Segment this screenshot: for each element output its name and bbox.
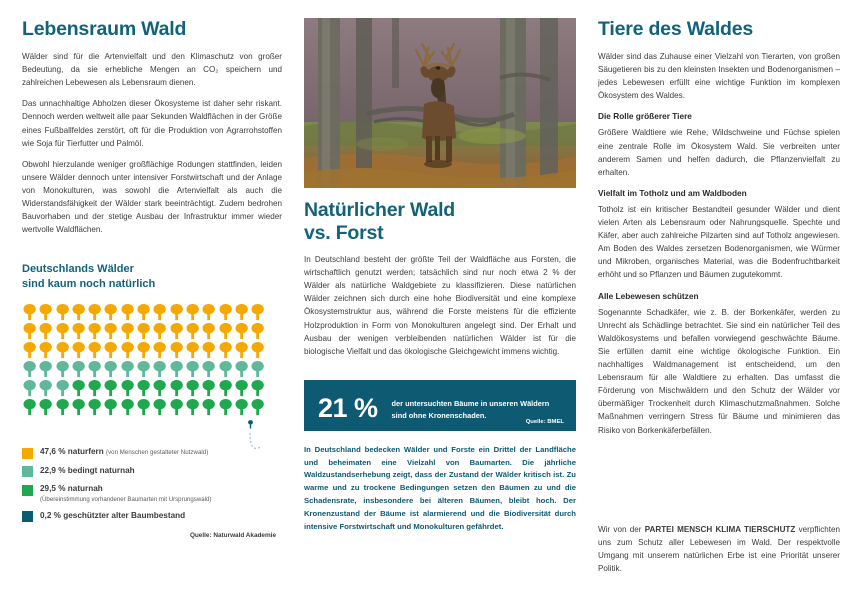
tree-icon (152, 322, 167, 341)
tree-icon (71, 379, 86, 398)
legend-item (22, 484, 282, 503)
tree-icon (22, 379, 37, 398)
tree-icon (201, 303, 216, 322)
tree-icon (201, 379, 216, 398)
tree-icon (169, 360, 184, 379)
infographic-title-line2: sind kaum noch natürlich (22, 277, 156, 290)
protected-stock-marker (22, 417, 268, 439)
tree-icon (218, 379, 233, 398)
legend-item (22, 447, 282, 459)
tree-icon (234, 379, 249, 398)
tree-icon (250, 360, 265, 379)
tree-icon (55, 341, 70, 360)
tree-icon (38, 341, 53, 360)
infographic-title (22, 262, 282, 291)
tree-icon (22, 322, 37, 341)
middle-heading (304, 199, 576, 245)
left-paragraph-1: Wälder sind für die Artenvielfalt und den Klimaschutz von großer Bedeutung, da sie erhebliche Mengen an CO₂ speichern und zahlreichen Lebewesen als Lebensraum dienen. (22, 52, 282, 88)
closing-statement (598, 523, 840, 575)
legend-label: 29,5 % naturnah (40, 484, 103, 494)
infographic-title-line1: Deutschlands Wälder (22, 263, 134, 276)
tree-icon (185, 379, 200, 398)
tree-icon (55, 303, 70, 322)
middle-heading-line1: Natürlicher Wald (304, 199, 456, 221)
stat-source: Quelle: BMEL (525, 418, 564, 425)
tree-icon (22, 341, 37, 360)
subheading-lebewesen-schuetzen: Alle Lebewesen schützen (598, 290, 699, 301)
tree-icon (218, 303, 233, 322)
tree-row (22, 398, 268, 417)
left-heading: Lebensraum Wald (22, 18, 187, 40)
tree-row (22, 341, 268, 360)
legend-text (40, 511, 185, 521)
tree-icon (136, 398, 151, 417)
tree-icon (87, 341, 102, 360)
tree-icon (152, 341, 167, 360)
middle-column (304, 18, 576, 577)
tree-icon (234, 360, 249, 379)
legend-text (40, 466, 135, 476)
legend-label: 22,9 % bedingt naturnah (40, 465, 135, 475)
legend-label: 0,2 % geschützter alter Baumbestand (40, 510, 186, 520)
right-intro-paragraph: Wälder sind das Zuhause einer Vielzahl von Tierarten, von großen Säugetieren bis zu den kleinsten Insekten und Bodenorganismen – jedes Lebewesen erfüllt eine wichtige Funktion im komplexen Ökosystem des Waldes. (598, 52, 840, 101)
tree-icon (201, 398, 216, 417)
tree-icon (22, 303, 37, 322)
tree-icon (218, 341, 233, 360)
tree-icon (136, 322, 151, 341)
tree-icon (201, 341, 216, 360)
tree-icon (120, 341, 135, 360)
tree-icon (87, 322, 102, 341)
tree-icon (234, 303, 249, 322)
chart-legend (22, 447, 282, 522)
stat-number: 21 % (318, 392, 378, 423)
subheading-groessere-tiere: Die Rolle größerer Tiere (598, 111, 692, 122)
subheading-totholz: Vielfalt im Totholz und am Waldboden (598, 187, 747, 198)
tree-icon (38, 398, 53, 417)
tree-icon (71, 341, 86, 360)
dotted-connector-line (22, 417, 268, 439)
legend-color-swatch (22, 466, 33, 477)
tree-icon (169, 398, 184, 417)
stat-description: der untersuchten Bäume in unseren Wäldern sind ohne Kronenschaden. (391, 398, 550, 420)
right-paragraph-groessere-tiere: Größere Waldtiere wie Rehe, Wildschweine und Füchse spielen eine zentrale Rolle im Ökosystem Wald. Sie verbreiten unter anderem Samen und helfen dadurch, die Pflanzenvielfalt zu erhalten. (598, 128, 840, 177)
tree-icon (185, 398, 200, 417)
legend-text (40, 447, 208, 457)
tree-icon (250, 341, 265, 360)
tree-row (22, 379, 268, 398)
middle-paragraph: In Deutschland besteht der größte Teil der Waldfläche aus Forsten, die wirtschaftlich genutzt werden; tatsächlich sind nur noch etwa 2 % der Wälder als natürliche Waldgebiete zu klassifizieren. Diese natürlichen Wälder zeichnen sich durch eine hohe Biodiversität und eine komplexe Ökosystemstruktur aus, während die Forste meistens für die effiziente Holzproduktion in Form von Monokulturen angelegt sind. Der Erhalt und Ausbau der wenigen verbleibenden natürlichen Wälder ist für die biologische Vielfalt und das ökologische Gleichgewicht immens wichtig. (304, 255, 576, 356)
tree-icon-protected (246, 419, 255, 430)
right-column (598, 18, 840, 577)
tree-icon (169, 341, 184, 360)
legend-color-swatch (22, 448, 33, 459)
tree-icon (38, 322, 53, 341)
legend-color-swatch (22, 511, 33, 522)
tree-icon (250, 303, 265, 322)
tree-icon (71, 360, 86, 379)
tree-icon (71, 398, 86, 417)
left-column (22, 18, 282, 577)
tree-icon (185, 303, 200, 322)
right-paragraph-lebewesen-schuetzen: Sogenannte Schadkäfer, wie z. B. der Borkenkäfer, werden zu Unrecht als Schädlinge betrachtet. Sie sind ein natürlicher Teil des Waldökosystems und befallen vorwiegend geschwächte Bäume. Sie erfüllen damit eine wichtige ökologische Funktion. Ein nachhaltiges Waldmanagement ist entscheidend, um den Lebensraum für alle Waldtiere zu erhalten. Das umfasst die Förderung von Mischwäldern und den Schutz der Wälder vor übermäßiger Trockenheit durch Klimaschutzmaßnahmen. Solche Maßnahmen verringern Stress für Bäume und minimieren das Risiko von Borkenkäferbefällen. (598, 307, 840, 435)
tree-icon (120, 379, 135, 398)
legend-note: (von Menschen gestalteter Nutzwald) (105, 449, 209, 457)
tree-icon (120, 398, 135, 417)
three-column-layout (22, 18, 840, 577)
tree-icon (103, 303, 118, 322)
tree-icon (103, 360, 118, 379)
tree-icon (136, 303, 151, 322)
tree-icon (38, 303, 53, 322)
tree-icon (250, 322, 265, 341)
tree-icon (201, 322, 216, 341)
tree-icon (55, 322, 70, 341)
tree-icon (103, 322, 118, 341)
tree-icon (71, 322, 86, 341)
deer-photo-illustration (304, 18, 576, 188)
tree-icon (152, 360, 167, 379)
tree-icon (22, 398, 37, 417)
tree-icon (152, 303, 167, 322)
tree-icon (234, 341, 249, 360)
tree-icon (136, 379, 151, 398)
closing-prefix: Wir von der (598, 524, 645, 534)
tree-icon (234, 398, 249, 417)
tree-icon (152, 398, 167, 417)
tree-icon (218, 322, 233, 341)
closing-suffix: verpflichten uns zum Schutz aller Lebewesen im Wald. Der respektvolle Umgang mit unserem natürlichen Erbe ist eine Priorität unserer Politik. (598, 524, 840, 573)
middle-bold-paragraph: In Deutschland bedecken Wälder und Forste ein Drittel der Landfläche und beheimaten eine Vielzahl von Baumarten. Die jährliche Waldzustandserhebung zeigt, dass der Zustand der Wälder kritisch ist. Zu warme und zu trockene Bedingungen setzen den Bäumen zu und die Schadensrate, insbesondere bei älteren Bäumen, bleibt hoch. Der Kronenzustand der Bäume ist alarmierend und die Biodiversität durch intensive Forstwirtschaft und Monokulturen gefährdet. (304, 444, 576, 531)
tree-icon (169, 322, 184, 341)
tree-icon (103, 341, 118, 360)
tree-icon (250, 379, 265, 398)
tree-icon (136, 341, 151, 360)
tree-icon (55, 398, 70, 417)
tree-icon (136, 360, 151, 379)
tree-row (22, 360, 268, 379)
tree-icon (55, 360, 70, 379)
tree-icon (120, 322, 135, 341)
tree-icon (234, 322, 249, 341)
left-paragraph-2: Das unnachhaltige Abholzen dieser Ökosysteme ist daher sehr riskant. Dennoch werden weltweit alle paar Sekunden Waldflächen in der Größe eines Fußballfeldes zerstört, oft für die Produktion von Agrarrohstoffen wie Soja für Tierfutter und Palmöl. (22, 99, 282, 148)
party-name: PARTEI MENSCH KLIMA TIERSCHUTZ (644, 524, 796, 534)
tree-icon (169, 303, 184, 322)
tree-icon (71, 303, 86, 322)
tree-row (22, 322, 268, 341)
legend-color-swatch (22, 485, 33, 496)
tree-icon (250, 398, 265, 417)
left-paragraph-3: Obwohl hierzulande weniger großflächige Rodungen stattfinden, leiden unsere Wälder dennoch unter intensiver Forstwirtschaft und der Anlage von Monokulturen, was sowohl die Artenvielfalt als auch die Widerstandsfähigkeit der Wälder stark beeinträchtigt. Zudem bedrohen Bauvorhaben und der stetige Ausbau der Infrastruktur immer wieder wertvolle Waldflächen. (22, 159, 282, 235)
tree-icon (38, 360, 53, 379)
middle-heading-line2: vs. Forst (304, 222, 384, 244)
tree-icon (22, 360, 37, 379)
stat-callout-box (304, 380, 576, 431)
tree-icon (38, 379, 53, 398)
legend-item (22, 466, 282, 478)
tree-row (22, 303, 268, 322)
tree-icon (103, 379, 118, 398)
tree-icon (87, 398, 102, 417)
tree-icon (185, 341, 200, 360)
legend-item (22, 511, 282, 523)
tree-pictogram-chart (22, 303, 268, 417)
tree-icon (87, 360, 102, 379)
tree-icon (103, 398, 118, 417)
tree-icon (55, 379, 70, 398)
legend-text (40, 484, 211, 503)
legend-label: 47,6 % naturfern (von Menschen gestalteter Nutzwald) (40, 447, 209, 457)
right-heading: Tiere des Waldes (598, 18, 754, 40)
tree-icon (218, 360, 233, 379)
tree-icon (152, 379, 167, 398)
tree-icon (87, 303, 102, 322)
tree-icon (87, 379, 102, 398)
tree-icon (185, 360, 200, 379)
deer-forest-photo (304, 18, 576, 188)
tree-icon (201, 360, 216, 379)
tree-icon (120, 360, 135, 379)
tree-icon (169, 379, 184, 398)
infographic-source: Quelle: Naturwald Akademie (189, 532, 276, 540)
tree-icon (120, 303, 135, 322)
tree-icon (218, 398, 233, 417)
legend-note: (Übereinstimmung vorhandener Baumarten mit Ursprungswald) (40, 495, 212, 503)
right-paragraph-totholz: Totholz ist ein kritischer Bestandteil gesunder Wälder und dient vielen Arten als Lebensraum oder Nahrungsquelle. Spechte und Käfer, aber auch zahlreiche Pilzarten sind auf Totholz angewiesen. Am Boden des Waldes zersetzen Bodenorganismen, wie Würmer und Mikroben, organisches Material, was die Bodenfruchtbarkeit erhöht und so Pflanzen und Bäumen zugutekommt. (598, 204, 840, 280)
closing-paragraph (598, 523, 840, 575)
tree-icon (185, 322, 200, 341)
